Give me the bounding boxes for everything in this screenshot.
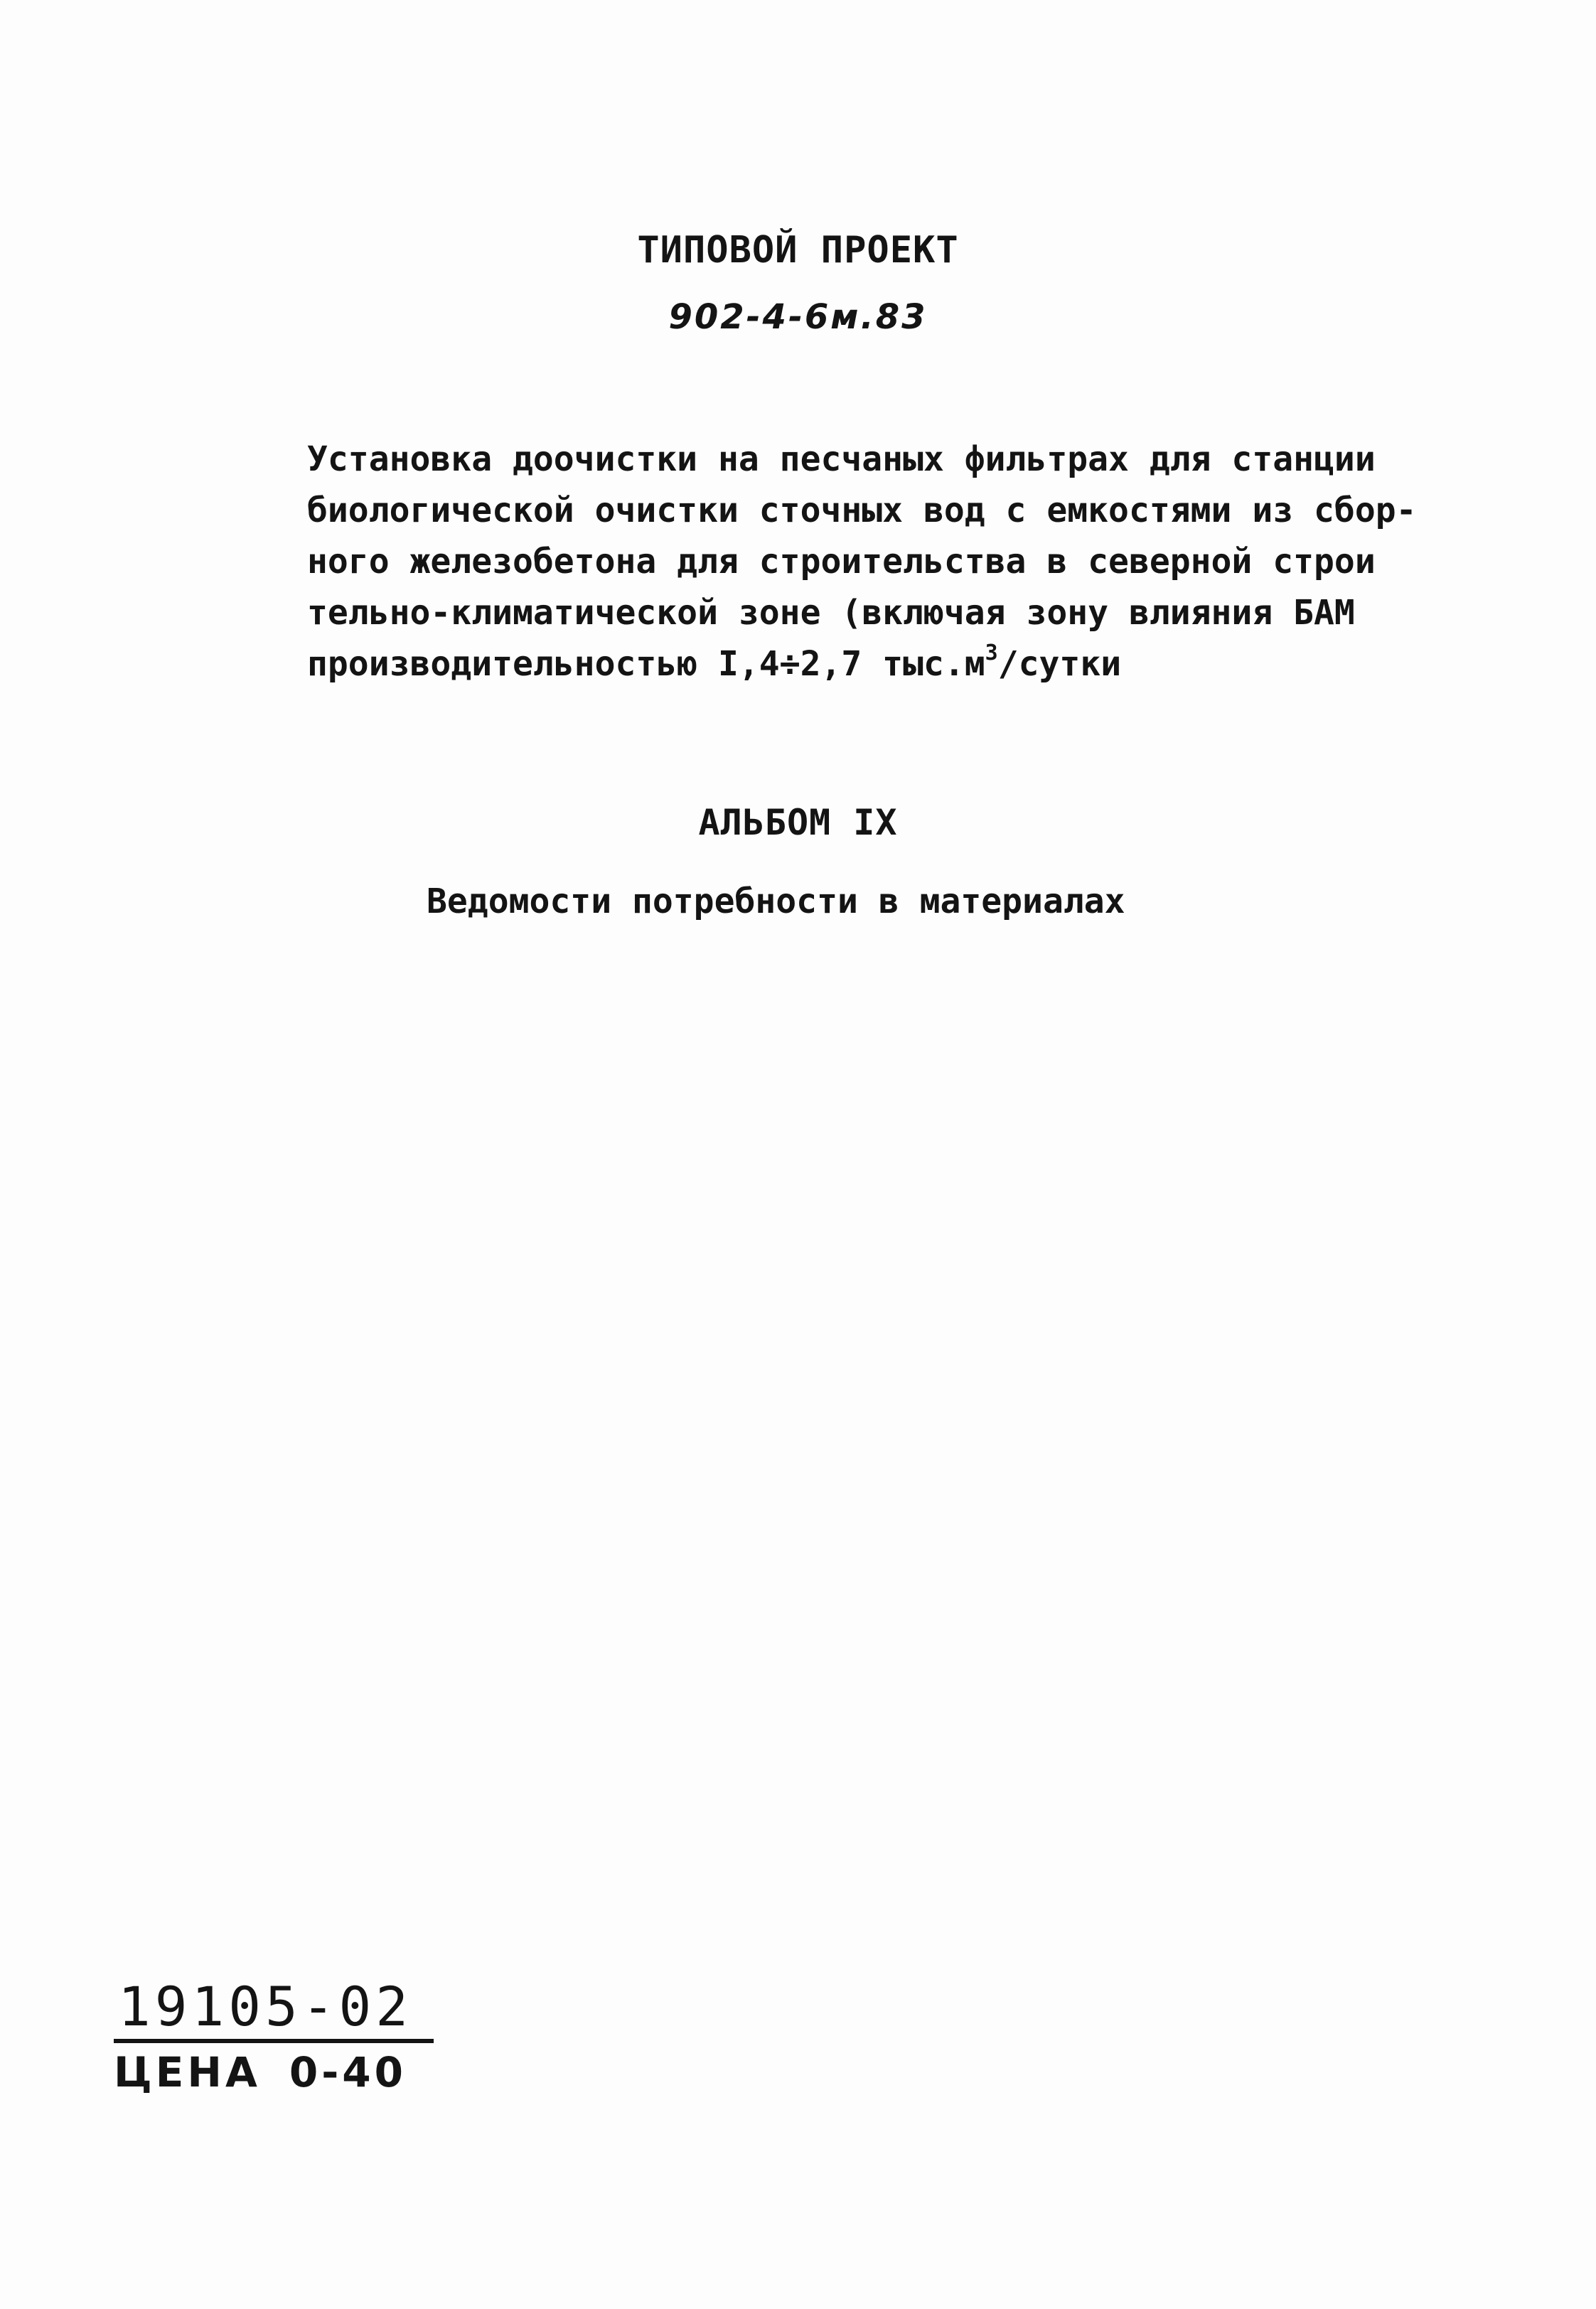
album-subtitle: Ведомости потребности в материалах [427,882,1125,921]
project-number: 902-4-6м.83 [668,297,928,337]
stamp-divider [114,2039,434,2043]
description-line: Установка доочистки на песчаных фильтрах для станции [307,439,1376,479]
project-description [307,434,1416,690]
catalog-stamp [114,1976,434,2097]
capacity-unit: /сутки [997,644,1122,684]
cubic-superscript: 3 [985,641,998,665]
price-row [114,2047,434,2097]
price-label: ЦЕНА [114,2048,261,2096]
description-line: биологической очистки сточных вод с емкостями из сбор- [307,491,1417,530]
description-line: тельно-климатической зоне (включая зону влияния БАМ [307,593,1355,633]
document-title: ТИПОВОЙ ПРОЕКТ [637,229,959,272]
album-title: АЛЬБОМ IX [698,802,898,843]
capacity-text: производительностью I,4÷2,7 тыс.м [307,644,985,684]
description-line-capacity [307,638,1416,690]
catalog-code: 19105-02 [118,1975,413,2038]
description-line: ного железобетона для строительства в северной строи [307,542,1376,582]
price-value: 0-40 [289,2048,407,2096]
